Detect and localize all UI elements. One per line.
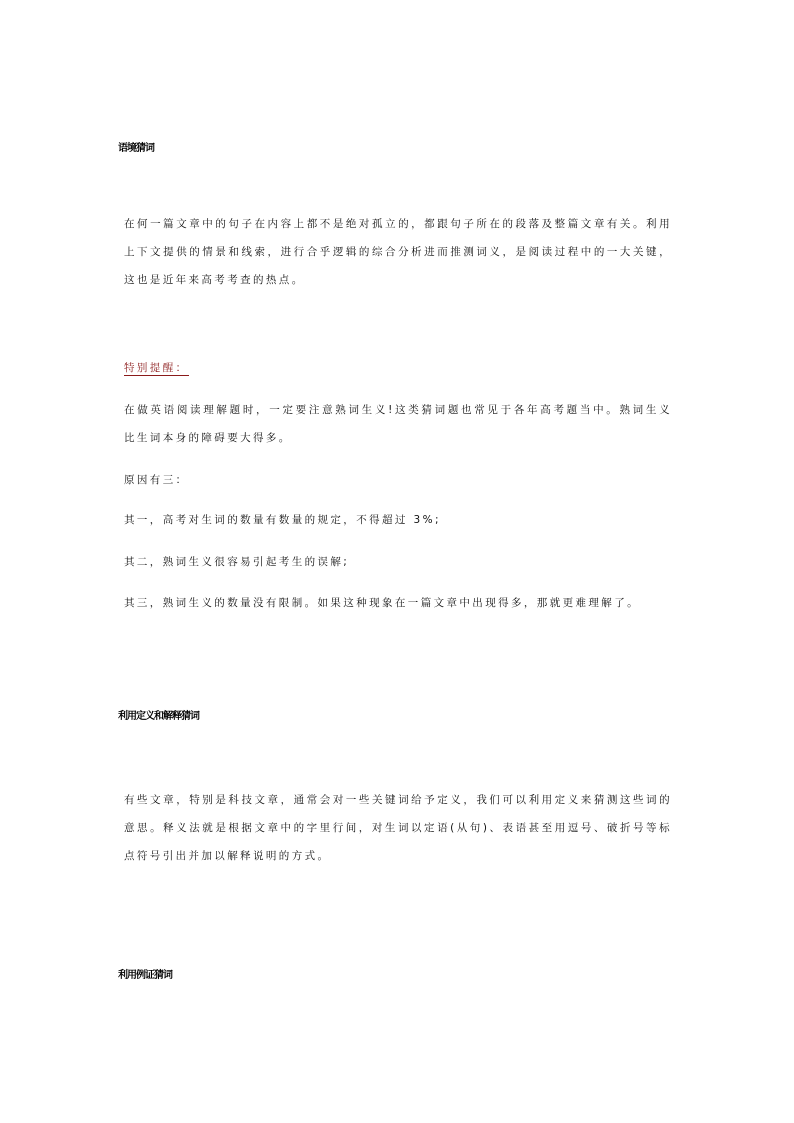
paragraph-definition: 有些文章，特别是科技文章，通常会对一些关键词给予定义，我们可以利用定义来猜测这些词的意思。释义法就是根据文章中的字里行间，对生词以定语(从句)、表语甚至用逗号、破折号等标点符号引出并加以解释说明的方式。	[124, 794, 672, 862]
reason-item-2: 其二，熟词生义很容易引起考生的误解;	[124, 556, 350, 568]
reminder-label-line	[124, 360, 189, 375]
reason-item-1: 其一，高考对生词的数量有数量的规定，不得超过 3%;	[124, 514, 441, 526]
section-heading-context: 语境猜词	[118, 143, 154, 154]
special-reminder-label: 特别提醒：	[124, 362, 189, 374]
paragraph-context: 在何一篇文章中的句子在内容上都不是绝对孤立的，都跟句子所在的段落及整篇文章有关。利用上下文提供的情景和线索，进行合乎逻辑的综合分析进而推测词义，是阅读过程中的一大关键，这也是近年来高考考查的热点。	[124, 218, 672, 286]
paragraph-reminder: 在做英语阅读理解题时，一定要注意熟词生义!这类猜词题也常见于各年高考题当中。熟词生义比生词本身的障碍要大得多。	[124, 404, 672, 444]
reason-item-3: 其三，熟词生义的数量没有限制。如果这种现象在一篇文章中出现得多，那就更难理解了。	[124, 597, 640, 609]
reasons-intro: 原因有三：	[124, 474, 189, 486]
section-heading-definition: 利用定义和解释猜词	[118, 711, 199, 722]
section-heading-example: 利用例证猜词	[118, 970, 172, 981]
